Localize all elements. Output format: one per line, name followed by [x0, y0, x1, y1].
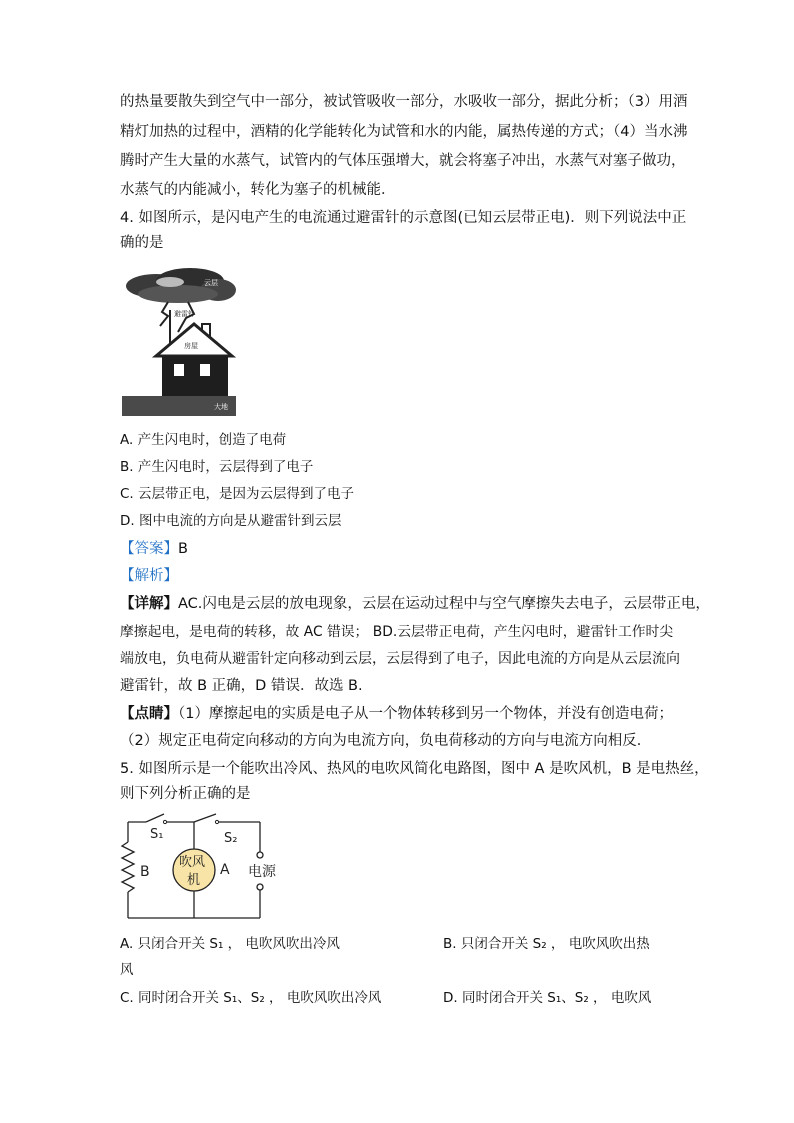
detail-text: AC.闪电是云层的放电现象，云层在运动过程中与空气摩擦失去电子，云层带正电，: [178, 596, 710, 612]
house-window: [174, 364, 184, 376]
house-window: [200, 364, 210, 376]
switch-s1: [146, 814, 167, 824]
motor-label-line2: 机: [187, 873, 201, 888]
circuit-diagram: [116, 812, 286, 924]
paragraph-line: 腾时产生大量的水蒸气，试管内的气体压强增大，就会将塞子冲出，水蒸气对塞子做功，: [120, 153, 686, 169]
detail-line: 避雷针，故 B 正确，D 错误．故选 B.: [120, 678, 363, 694]
paragraph-line: 水蒸气的内能减小，转化为塞子的机械能．: [120, 182, 396, 198]
q5-option-b: B. 只闭合开关 S₂ ， 电吹风吹出热: [443, 936, 650, 952]
q4-option-b: B. 产生闪电时，云层得到了电子: [120, 459, 314, 475]
q4-option-d: D. 图中电流的方向是从避雷针到云层: [120, 513, 342, 529]
q4-stem-cont: 确的是: [120, 235, 164, 251]
q5-option-a: A. 只闭合开关 S₁ ， 电吹风吹出冷风: [120, 936, 340, 952]
analysis-line: [120, 566, 178, 586]
cloud-label: 云层: [204, 279, 218, 287]
analysis-tag: 【解析】: [120, 568, 178, 584]
q5-stem-cont: 则下列分析正确的是: [120, 786, 251, 802]
a-label: A: [220, 862, 230, 878]
power-terminal: [257, 884, 263, 890]
q4-stem: 4. 如图所示，是闪电产生的电流通过避雷针的示意图(已知云层带正电)．则下列说法中正: [120, 210, 687, 226]
answer-tag: 【答案】: [120, 541, 178, 557]
detail-tag: 【详解】: [120, 596, 178, 612]
lightning-rod-figure: [118, 266, 240, 418]
detail-line: [120, 594, 710, 614]
ground-label: 大地: [214, 403, 228, 411]
q5-option-b-cont: 风: [120, 962, 134, 978]
motor-label-line1: 吹风: [179, 855, 206, 870]
b-label: B: [140, 864, 150, 880]
point-text: （1）摩擦起电的实质是电子从一个物体转移到另一个物体，并没有创造电荷；: [178, 706, 673, 722]
answer-value: B: [178, 541, 188, 557]
house-body: [162, 356, 228, 396]
lightning-bolt: [160, 302, 168, 326]
rod-label: 避雷针: [174, 310, 195, 318]
answer-line: [120, 539, 188, 559]
heating-wire-resistor: [122, 842, 134, 892]
q5-stem: 5. 如图所示是一个能吹出冷风、热风的电吹风简化电路图，图中 A 是吹风机，B 是电热丝，: [120, 761, 709, 777]
q4-option-c: C. 云层带正电，是因为云层得到了电子: [120, 486, 355, 502]
house-roof: [156, 324, 232, 356]
point-line: （2）规定正电荷定向移动的方向为电流方向，负电荷移动的方向与电流方向相反．: [120, 733, 652, 749]
power-terminal: [257, 852, 263, 858]
q4-option-a: A. 产生闪电时，创造了电荷: [120, 432, 287, 448]
q5-option-c: C. 同时闭合开关 S₁、S₂ ， 电吹风吹出冷风: [120, 990, 382, 1006]
house-label: 房屋: [184, 342, 198, 350]
point-line: [120, 704, 673, 724]
q5-option-d: D. 同时闭合开关 S₁、S₂ ， 电吹风: [443, 990, 652, 1006]
point-tag: 【点睛】: [120, 706, 178, 722]
s1-label: S₁: [150, 827, 164, 842]
paragraph-line: 的热量要散失到空气中一部分，被试管吸收一部分，水吸收一部分，据此分析；（3）用酒: [120, 94, 688, 110]
switch-s2: [194, 814, 219, 824]
power-label: 电源: [248, 864, 276, 880]
s2-label: S₂: [224, 831, 238, 846]
cloud-shape: [126, 268, 236, 303]
detail-line: 摩擦起电，是电荷的转移，故 AC 错误； BD.云层带正电荷，产生闪电时，避雷针工作时尖: [120, 624, 674, 640]
paragraph-line: 精灯加热的过程中，酒精的化学能转化为试管和水的内能，属热传递的方式；（4）当水沸: [120, 124, 688, 140]
detail-line: 端放电，负电荷从避雷针定向移动到云层，云层得到了电子，因此电流的方向是从云层流向: [120, 651, 680, 667]
